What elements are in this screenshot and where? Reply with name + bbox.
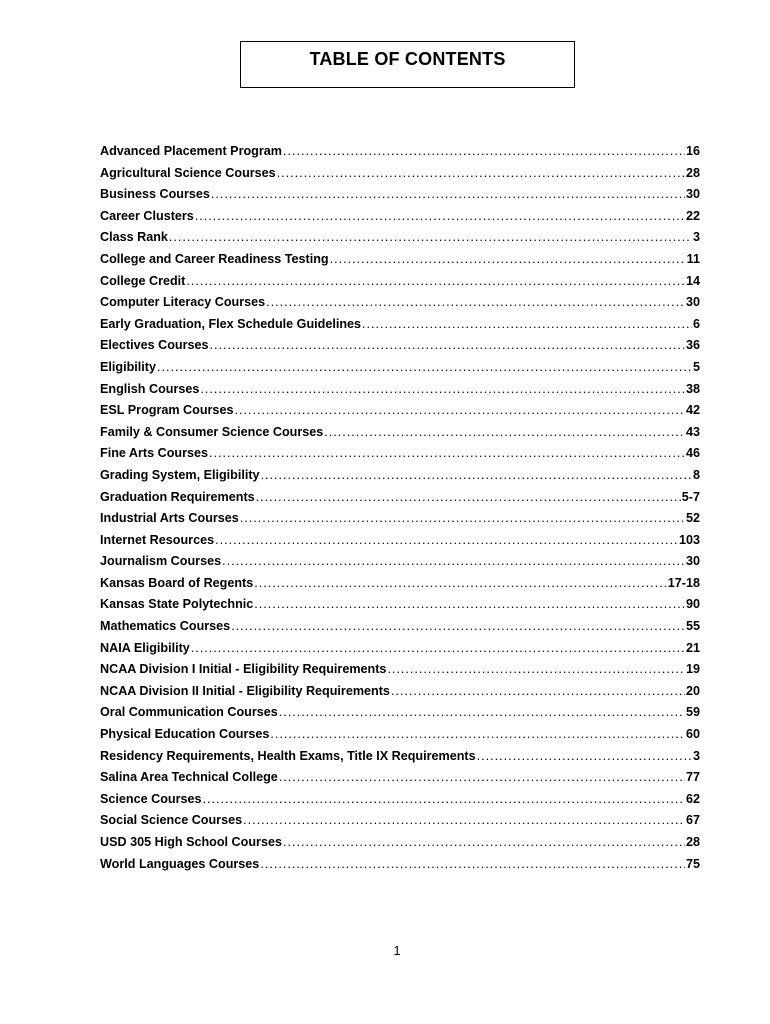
toc-entry bbox=[100, 425, 700, 447]
toc-entry-page: 36 bbox=[685, 338, 700, 353]
toc-entry-label: Electives Courses bbox=[100, 338, 209, 353]
toc-entry bbox=[100, 619, 700, 641]
toc-leader-dots bbox=[362, 317, 692, 331]
toc-entry bbox=[100, 576, 700, 598]
toc-leader-dots bbox=[195, 209, 685, 223]
toc-entry bbox=[100, 338, 700, 360]
toc-leader-dots bbox=[231, 619, 685, 633]
toc-entry bbox=[100, 749, 700, 771]
toc-leader-dots bbox=[240, 511, 685, 525]
toc-entry-page: 46 bbox=[685, 446, 700, 461]
toc-leader-dots bbox=[256, 490, 681, 504]
toc-leader-dots bbox=[210, 338, 685, 352]
toc-leader-dots bbox=[330, 252, 686, 266]
toc-entry-label: English Courses bbox=[100, 381, 200, 396]
toc-entry-page: 11 bbox=[686, 251, 700, 266]
toc-entry-label: Mathematics Courses bbox=[100, 619, 231, 634]
toc-entry-page: 19 bbox=[685, 662, 700, 677]
toc-leader-dots bbox=[324, 425, 685, 439]
toc-leader-dots bbox=[283, 835, 685, 849]
toc-entry-label: Salina Area Technical College bbox=[100, 770, 278, 785]
toc-entry bbox=[100, 252, 700, 274]
toc-entry-page: 8 bbox=[692, 467, 700, 482]
toc-entry-label: World Languages Courses bbox=[100, 856, 260, 871]
toc-leader-dots bbox=[222, 554, 685, 568]
toc-entry-page: 20 bbox=[685, 683, 700, 698]
toc-entry-page: 22 bbox=[685, 208, 700, 223]
toc-entry-label: ESL Program Courses bbox=[100, 403, 234, 418]
toc-entry-page: 30 bbox=[685, 187, 700, 202]
toc-leader-dots bbox=[266, 295, 685, 309]
toc-leader-dots bbox=[260, 857, 685, 871]
toc-entry-page: 60 bbox=[685, 727, 700, 742]
toc-entry-page: 30 bbox=[685, 554, 700, 569]
toc-entry-label: Business Courses bbox=[100, 187, 210, 202]
toc-entry-page: 77 bbox=[685, 770, 700, 785]
toc-entry bbox=[100, 597, 700, 619]
toc-entry-page: 3 bbox=[692, 230, 700, 245]
toc-entry bbox=[100, 684, 700, 706]
toc-leader-dots bbox=[270, 727, 685, 741]
toc-entry-page: 103 bbox=[678, 532, 700, 547]
toc-entry bbox=[100, 490, 700, 512]
toc-entry-label: Computer Literacy Courses bbox=[100, 295, 266, 310]
toc-entry bbox=[100, 662, 700, 684]
toc-entry-label: Oral Communication Courses bbox=[100, 705, 278, 720]
toc-entry-page: 28 bbox=[685, 835, 700, 849]
toc-entry-page: 52 bbox=[685, 511, 700, 526]
toc-leader-dots bbox=[391, 684, 685, 698]
page-number: 1 bbox=[393, 944, 401, 958]
toc-entry bbox=[100, 187, 700, 209]
toc-leader-dots bbox=[203, 792, 685, 806]
toc-entry bbox=[100, 770, 700, 792]
toc-entry-page: 6 bbox=[692, 316, 700, 331]
toc-entry bbox=[100, 317, 700, 339]
toc-entry-page: 28 bbox=[685, 165, 700, 180]
toc-leader-dots bbox=[191, 641, 685, 655]
toc-entry-label: NAIA Eligibility bbox=[100, 640, 190, 655]
toc-leader-dots bbox=[277, 166, 685, 180]
toc-entry bbox=[100, 705, 700, 727]
toc-entry-label: Kansas State Polytechnic bbox=[100, 597, 254, 612]
title-box bbox=[240, 41, 575, 88]
toc-entry-page: 59 bbox=[685, 705, 700, 720]
toc-leader-dots bbox=[186, 274, 685, 288]
toc-entry-page: 43 bbox=[685, 424, 700, 439]
toc-entry bbox=[100, 446, 700, 468]
toc-entry-label: Eligibility bbox=[100, 359, 156, 374]
toc-entry bbox=[100, 813, 700, 835]
toc-entry bbox=[100, 641, 700, 663]
toc-entry bbox=[100, 468, 700, 490]
toc-entry-page: 30 bbox=[685, 295, 700, 310]
toc-entry-label: NCAA Division II Initial - Eligibility Requirements bbox=[100, 683, 390, 698]
toc-entry-page: 67 bbox=[685, 813, 700, 828]
toc-leader-dots bbox=[279, 705, 685, 719]
toc-entry bbox=[100, 295, 700, 317]
toc-entry-page: 90 bbox=[685, 597, 700, 612]
toc-entry bbox=[100, 857, 700, 879]
toc-entry-label: Career Clusters bbox=[100, 208, 194, 223]
toc-entry-label: Grading System, Eligibility bbox=[100, 467, 260, 482]
toc-entry-label: NCAA Division I Initial - Eligibility Requirements bbox=[100, 662, 387, 677]
toc-entry-label: Family & Consumer Science Courses bbox=[100, 424, 324, 439]
toc-entry-page: 55 bbox=[685, 619, 700, 634]
toc-entry-label: College and Career Readiness Testing bbox=[100, 251, 329, 266]
toc-entry-label: College Credit bbox=[100, 273, 186, 288]
toc-entry-page: 62 bbox=[685, 791, 700, 806]
toc-leader-dots bbox=[211, 187, 685, 201]
toc-entry-label: Social Science Courses bbox=[100, 813, 243, 828]
toc-entry-label: Physical Education Courses bbox=[100, 727, 270, 742]
toc-entry-label: Science Courses bbox=[100, 791, 202, 806]
toc-entry bbox=[100, 230, 700, 252]
toc-entry bbox=[100, 792, 700, 814]
toc-leader-dots bbox=[387, 662, 685, 676]
toc-entry bbox=[100, 727, 700, 749]
toc-entry bbox=[100, 166, 700, 188]
toc-entry-label: Internet Resources bbox=[100, 532, 215, 547]
toc-list bbox=[100, 144, 700, 878]
toc-entry bbox=[100, 209, 700, 231]
toc-leader-dots bbox=[169, 230, 692, 244]
toc-entry-page: 42 bbox=[685, 403, 700, 418]
toc-leader-dots bbox=[477, 749, 692, 763]
toc-entry bbox=[100, 403, 700, 425]
toc-entry-label: USD 305 High School Courses bbox=[100, 835, 282, 849]
toc-entry-page: 75 bbox=[685, 856, 700, 871]
toc-entry-label: Kansas Board of Regents bbox=[100, 575, 254, 590]
toc-leader-dots bbox=[209, 446, 685, 460]
toc-entry-label: Residency Requirements, Health Exams, Title IX Requirements bbox=[100, 748, 476, 763]
toc-entry-page: 5 bbox=[692, 359, 700, 374]
toc-entry-page: 16 bbox=[685, 144, 700, 158]
toc-entry-page: 14 bbox=[685, 273, 700, 288]
toc-leader-dots bbox=[261, 468, 692, 482]
toc-leader-dots bbox=[157, 360, 692, 374]
toc-entry-label: Class Rank bbox=[100, 230, 168, 245]
toc-entry bbox=[100, 382, 700, 404]
toc-entry bbox=[100, 144, 700, 166]
toc-entry bbox=[100, 554, 700, 576]
toc-entry-page: 5-7 bbox=[681, 489, 700, 504]
toc-leader-dots bbox=[200, 382, 685, 396]
toc-leader-dots bbox=[283, 144, 685, 158]
toc-entry bbox=[100, 274, 700, 296]
toc-entry-page: 3 bbox=[692, 748, 700, 763]
page-title: TABLE OF CONTENTS bbox=[309, 49, 506, 69]
toc-entry bbox=[100, 533, 700, 555]
toc-entry-page: 21 bbox=[685, 640, 700, 655]
toc-entry-page: 38 bbox=[685, 381, 700, 396]
toc-leader-dots bbox=[254, 597, 685, 611]
toc-leader-dots bbox=[215, 533, 678, 547]
toc-leader-dots bbox=[234, 403, 685, 417]
toc-entry-label: Advanced Placement Program bbox=[100, 144, 282, 158]
toc-entry-label: Agricultural Science Courses bbox=[100, 165, 276, 180]
toc-entry bbox=[100, 360, 700, 382]
toc-entry-label: Fine Arts Courses bbox=[100, 446, 209, 461]
toc-leader-dots bbox=[279, 770, 685, 784]
toc-entry bbox=[100, 511, 700, 533]
toc-entry-label: Early Graduation, Flex Schedule Guidelines bbox=[100, 316, 362, 331]
toc-entry-page: 17-18 bbox=[667, 575, 700, 590]
toc-entry bbox=[100, 835, 700, 857]
toc-leader-dots bbox=[243, 813, 685, 827]
toc-entry-label: Industrial Arts Courses bbox=[100, 511, 239, 526]
toc-entry-label: Journalism Courses bbox=[100, 554, 222, 569]
toc-leader-dots bbox=[254, 576, 667, 590]
toc-entry-label: Graduation Requirements bbox=[100, 489, 255, 504]
